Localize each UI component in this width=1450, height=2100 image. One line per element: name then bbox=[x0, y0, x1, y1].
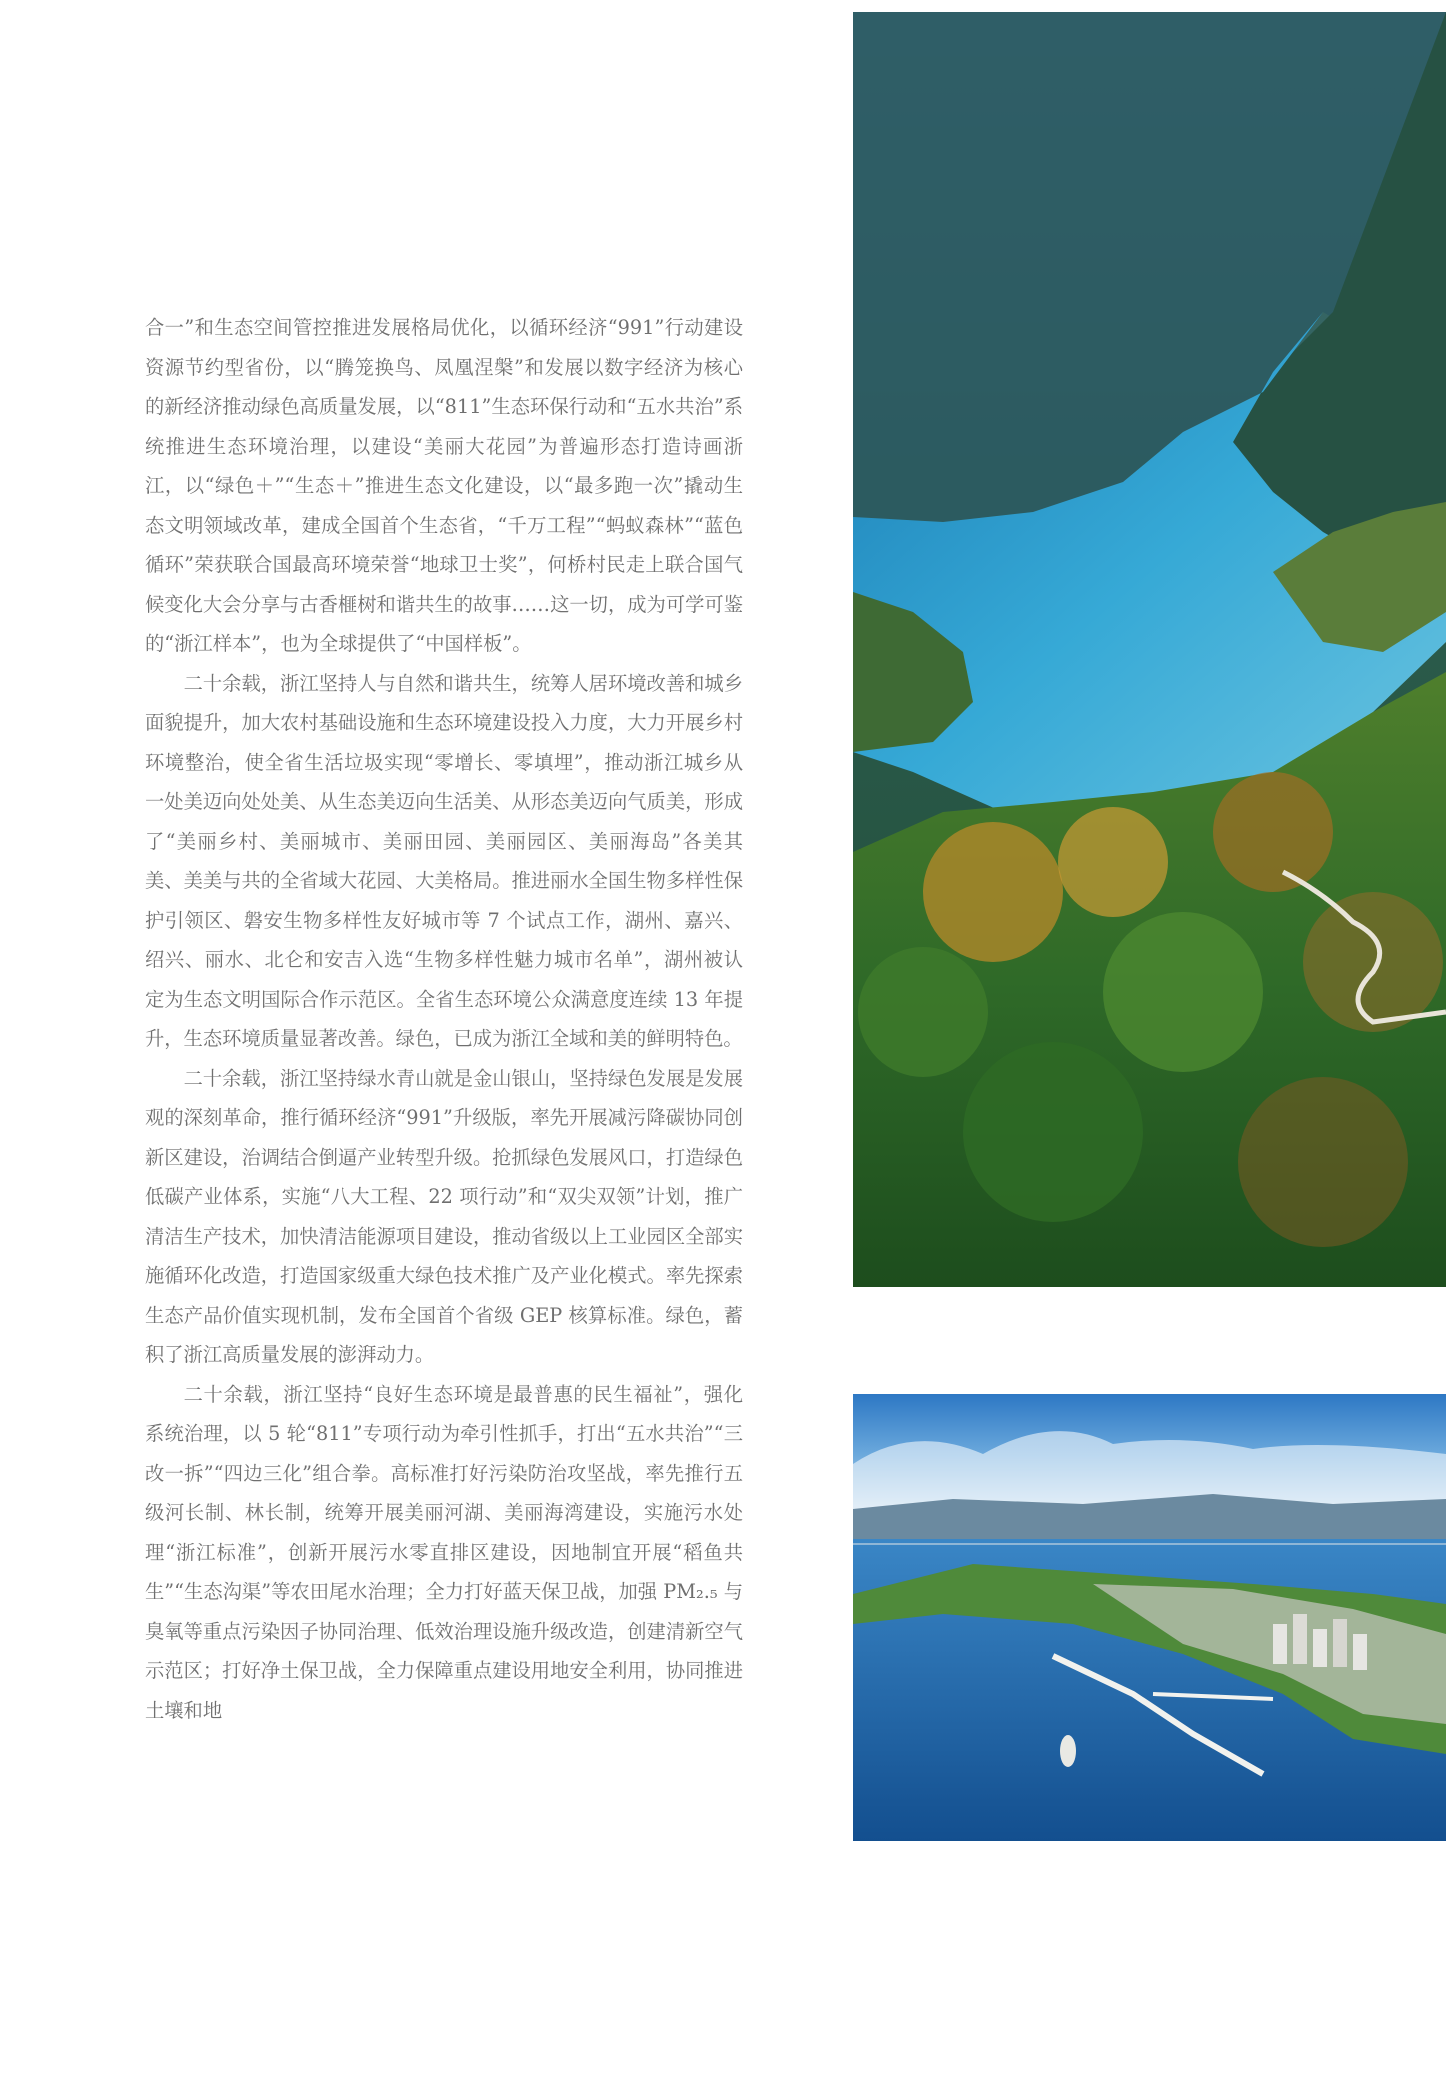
mountain-lake-image bbox=[853, 12, 1446, 1287]
paragraph-2: 二十余载，浙江坚持人与自然和谐共生，统筹人居环境改善和城乡面貌提升，加大农村基础设施和生态环境建设投入力度，大力开展乡村环境整治，使全省生活垃圾实现“零增长、零填埋”，推动浙江城乡从一处美迈向处处美、从生态美迈向生活美、从形态美迈向气质美，形成了“美丽乡村、美丽城市、美丽田园、美丽园区、美丽海岛”各美其美、美美与共的全省域大花园、大美格局。推进丽水全国生物多样性保护引领区、磐安生物多样性友好城市等 7 个试点工作，湖州、嘉兴、绍兴、丽水、北仑和安吉入选“生物多样性魅力城市名单”，湖州被认定为生态文明国际合作示范区。全省生态环境公众满意度连续 13 年提升，生态环境质量显著改善。绿色，已成为浙江全域和美的鲜明特色。 bbox=[145, 671, 743, 1050]
coastal-city-photo bbox=[853, 1394, 1446, 1841]
article-body bbox=[145, 308, 743, 1730]
coastal-city-image bbox=[853, 1394, 1446, 1841]
paragraph-3: 二十余载，浙江坚持绿水青山就是金山银山，坚持绿色发展是发展观的深刻革命，推行循环经济“991”升级版，率先开展减污降碳协同创新区建设，治调结合倒逼产业转型升级。抢抓绿色发展风口，打造绿色低碳产业体系，实施“八大工程、22 项行动”和“双尖双领”计划，推广清洁生产技术，加快清洁能源项目建设，推动省级以上工业园区全部实施循环化改造，打造国家级重大绿色技术推广及产业化模式。率先探索生态产品价值实现机制，发布全国首个省级 GEP 核算标准。绿色，蓄积了浙江高质量发展的澎湃动力。 bbox=[145, 1066, 743, 1366]
paragraph-4: 二十余载，浙江坚持“良好生态环境是最普惠的民生福祉”，强化系统治理，以 5 轮“811”专项行动为牵引性抓手，打出“五水共治”“三改一拆”“四边三化”组合拳。高标准打好污染防治攻坚战，率先推行五级河长制、林长制，统筹开展美丽河湖、美丽海湾建设，实施污水处理“浙江标准”，创新开展污水零直排区建设，因地制宜开展“稻鱼共生”“生态沟渠”等农田尾水治理；全力打好蓝天保卫战，加强 PM₂.₅ 与臭氧等重点污染因子协同治理、低效治理设施升级改造，创建清新空气示范区；打好净土保卫战，全力保障重点建设用地安全利用，协同推进土壤和地 bbox=[145, 1382, 743, 1722]
paragraph-1: 合一”和生态空间管控推进发展格局优化，以循环经济“991”行动建设资源节约型省份，以“腾笼换鸟、凤凰涅槃”和发展以数字经济为核心的新经济推动绿色高质量发展，以“811”生态环保行动和“五水共治”系统推进生态环境治理，以建设“美丽大花园”为普遍形态打造诗画浙江，以“绿色＋”“生态＋”推进生态文化建设，以“最多跑一次”撬动生态文明领域改革，建成全国首个生态省，“千万工程”“蚂蚁森林”“蓝色循环”荣获联合国最高环境荣誉“地球卫士奖”，何桥村民走上联合国气候变化大会分享与古香榧树和谐共生的故事……这一切，成为可学可鉴的“浙江样本”，也为全球提供了“中国样板”。 bbox=[145, 316, 743, 655]
mountain-lake-photo bbox=[853, 12, 1446, 1287]
